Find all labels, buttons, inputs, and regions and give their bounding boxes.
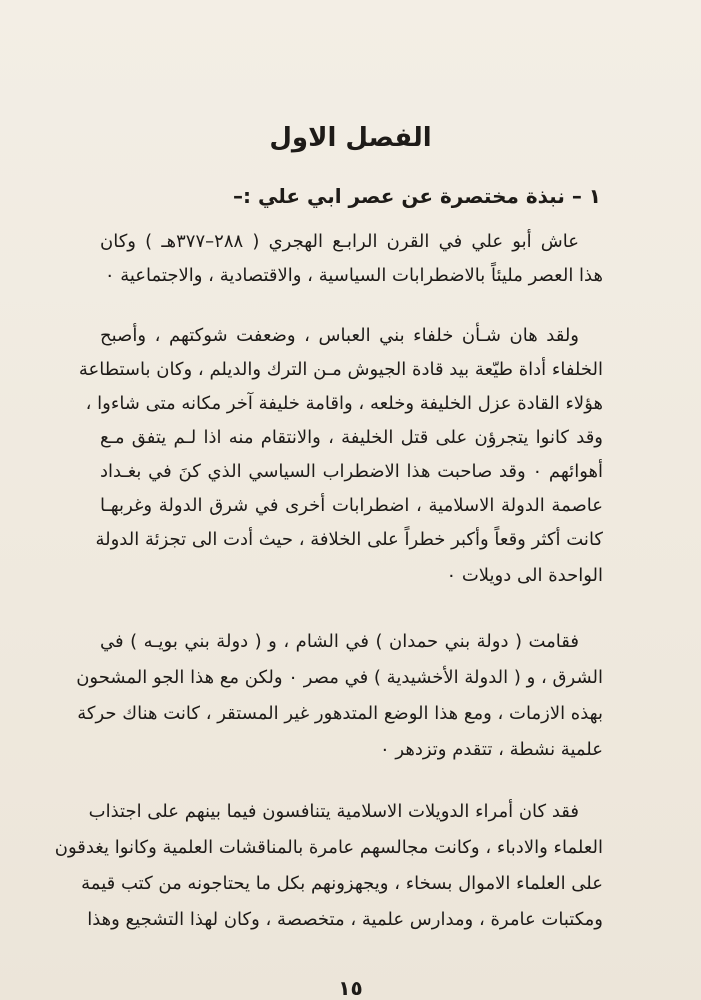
- paragraph-2-line-7: كانت أكثر وقعاً وأكبر خطراً على الخلافة ، حيث أدت الى تجزئة الدولة: [95, 529, 603, 550]
- paragraph-2-line-2: الخلفاء أداة طيّعة بيد قادة الجيوش مـن الترك والديلم ، وكان باستطاعة: [78, 359, 603, 380]
- paragraph-2-line-4: وقد كانوا يتجرؤن على قتل الخليفة ، والانتقام منه اذا لـم يتفق مـع: [100, 427, 603, 448]
- paragraph-2-line-1: ولقد هان شـأن خلفاء بني العباس ، وضعفت شوكتهم ، وأصبح: [100, 325, 579, 346]
- paragraph-3-line-4: علمية نشطة ، تتقدم وتزدهر ٠: [380, 739, 603, 760]
- paragraph-4-line-2: العلماء والادباء ، وكانت مجالسهم عامرة بالمناقشات العلمية وكانوا يغدقون: [54, 837, 603, 858]
- paragraph-2-line-3: هؤلاء القادة عزل الخليفة وخلعه ، واقامة خليفة آخر مكانه متى شاءوا ،: [85, 393, 603, 414]
- chapter-title: الفصل الاول: [269, 123, 432, 153]
- paragraph-4-line-4: ومكتبات عامرة ، ومدارس علمية ، متخصصة ، وكان لهذا التشجيع وهذا: [87, 909, 603, 930]
- paragraph-3-line-1: فقامت ( دولة بني حمدان ) في الشام ، و ( دولة بني بويـه ) في: [100, 631, 579, 652]
- paragraph-2-line-5: أهوائهم ٠ وقد صاحبت هذا الاضطراب السياسي الذي كنَ في بغـداد: [100, 461, 603, 482]
- paragraph-1-line-1: عاش أبو علي في القرن الرابـع الهجري ( ٢٨٨–٣٧٧هـ ) وكان: [100, 231, 579, 252]
- paragraph-4-line-3: على العلماء الاموال بسخاء ، ويجهزونهم بكل ما يحتاجونه من كتب قيمة: [81, 873, 603, 894]
- page-number: ١٥: [338, 976, 363, 1000]
- paragraph-2-line-8: الواحدة الى دويلات ٠: [446, 565, 603, 586]
- paragraph-2-line-6: عاصمة الدولة الاسلامية ، اضطرابات أخرى في شرق الدولة وغربهـا: [100, 495, 603, 516]
- paragraph-1-line-2: هذا العصر مليئاً بالاضطرابات السياسية ، والاقتصادية ، والاجتماعية ٠: [104, 265, 603, 286]
- paragraph-3-line-3: بهذه الازمات ، ومع هذا الوضع المتدهور غير المستقر ، كانت هناك حركة: [77, 703, 603, 724]
- paragraph-4-line-1: فقد كان أمراء الدويلات الاسلامية يتنافسون فيما بينهم على اجتذاب: [88, 801, 579, 822]
- section-heading: ١ – نبذة مختصرة عن عصر ابي علي :–: [233, 184, 601, 208]
- paragraph-3-line-2: الشرق ، و ( الدولة الأخشيدية ) في مصر ٠ ولكن مع هذا الجو المشحون: [76, 667, 603, 688]
